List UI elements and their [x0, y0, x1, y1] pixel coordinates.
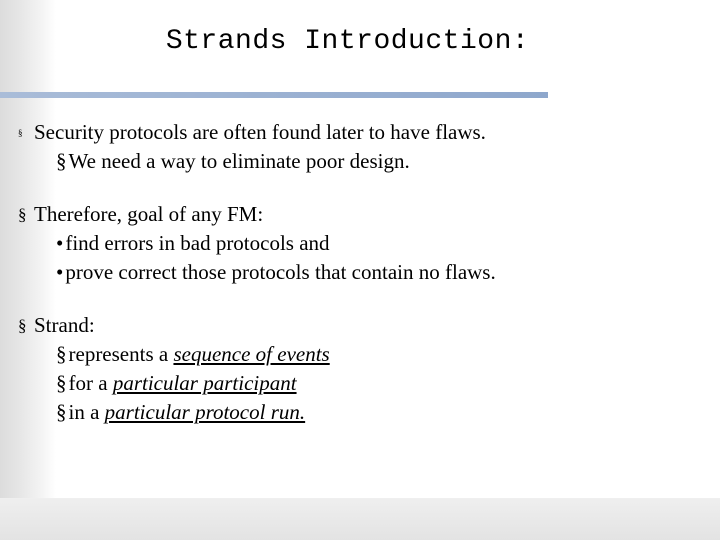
title-underline-rule [0, 92, 548, 98]
slide-title: Strands Introduction: [165, 26, 530, 57]
emphasized-text: particular protocol run. [104, 400, 306, 424]
bottom-band-decoration [0, 498, 720, 540]
section-bullet-icon: § [56, 371, 67, 395]
bullet-security-protocols [18, 118, 708, 176]
section-bullet-icon: § [56, 342, 67, 366]
sub-bullet-text: in a [68, 400, 105, 424]
bullet-text: Strand: [34, 313, 95, 337]
sub-bullet-text: We need a way to eliminate poor design. [68, 149, 410, 173]
sub-bullet-text: find errors in bad protocols and [65, 231, 330, 255]
sub-bullet [34, 340, 708, 369]
emphasized-text: sequence of events [173, 342, 330, 366]
emphasized-text: particular participant [112, 371, 297, 395]
sub-bullet [34, 398, 708, 427]
sub-bullet [34, 147, 708, 176]
sub-bullet-text: prove correct those protocols that contain no flaws. [65, 260, 496, 284]
section-bullet-icon: § [56, 149, 67, 173]
dot-bullet-icon: • [56, 231, 64, 255]
bullet-text: Therefore, goal of any FM: [34, 202, 264, 226]
sub-bullet [34, 229, 708, 258]
sub-bullet-text: represents a [68, 342, 174, 366]
section-bullet-icon: § [18, 128, 23, 138]
section-bullet-icon: § [56, 400, 67, 424]
section-bullet-icon: § [18, 316, 27, 335]
bullet-goal-of-fm [18, 200, 708, 287]
sub-bullet-text: for a [68, 371, 113, 395]
bullet-strand [18, 311, 708, 427]
sub-bullet [34, 258, 708, 287]
section-bullet-icon: § [18, 205, 27, 224]
dot-bullet-icon: • [56, 260, 64, 284]
sub-bullet [34, 369, 708, 398]
slide-content [18, 118, 708, 427]
bullet-text: Security protocols are often found later to have flaws. [34, 120, 486, 144]
